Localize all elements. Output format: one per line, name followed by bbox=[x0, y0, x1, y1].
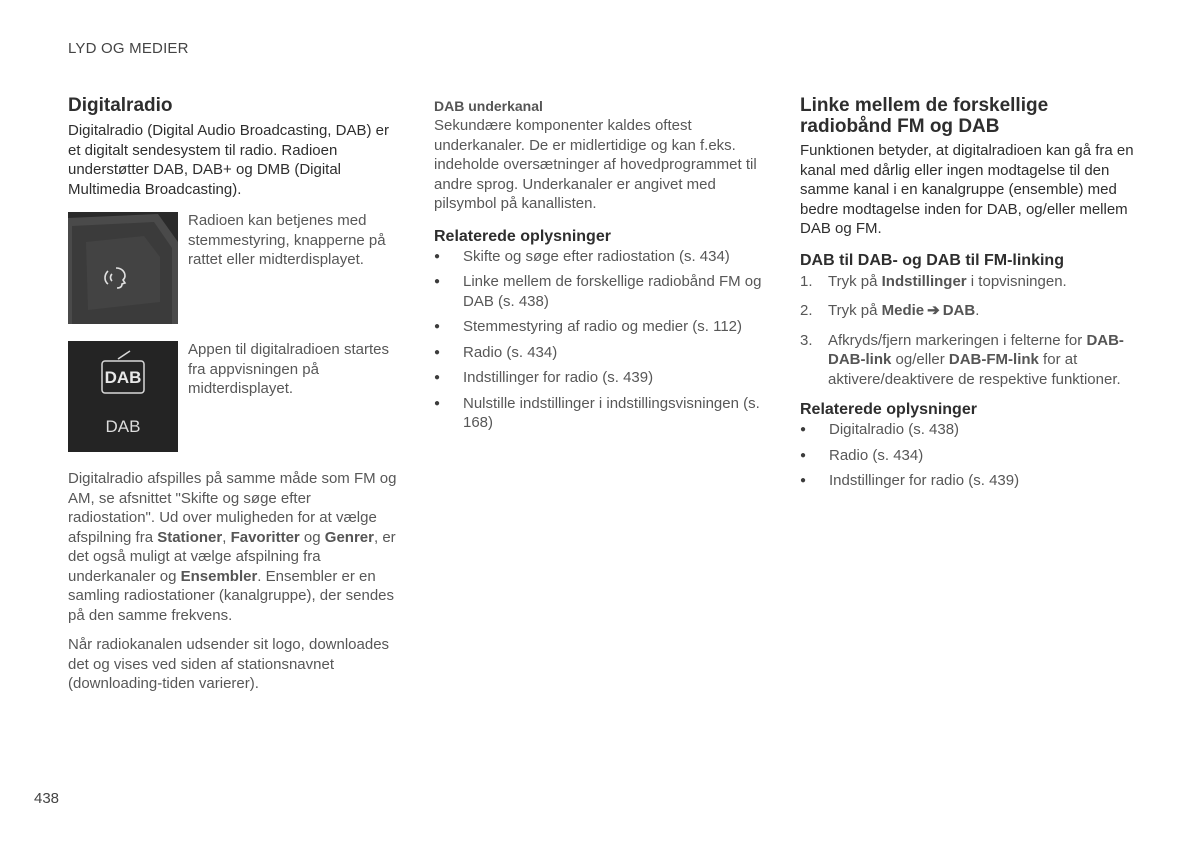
keyword-stationer: Stationer bbox=[157, 528, 223, 546]
keyword-dab: DAB bbox=[942, 302, 976, 319]
column-1-lower bbox=[68, 469, 400, 694]
keyword-indstillinger: Indstillinger bbox=[881, 272, 967, 290]
keyword-genrer: Genrer bbox=[324, 528, 374, 546]
related-link[interactable]: ● Nulstille indstillinger i indstillingsvisningen (s. 168) bbox=[434, 394, 768, 433]
step-2-text-end: . bbox=[975, 302, 980, 319]
keyword-dab-fm-link: DAB-FM-link bbox=[948, 351, 1039, 368]
step-3-text-end: for at aktivere/deaktivere de respektive funktioner. bbox=[828, 351, 1121, 388]
logo-paragraph: Når radiokanalen udsender sit logo, downloades det og vises ved siden af stationsnavnet (downloading-tiden varierer). bbox=[68, 636, 390, 692]
dab-app-tile[interactable] bbox=[68, 341, 178, 452]
playback-text-3: og bbox=[299, 528, 325, 546]
column-1 bbox=[68, 95, 400, 199]
step-number: 1. bbox=[800, 272, 813, 290]
step-2-text: Tryk på bbox=[828, 302, 882, 319]
linking-subtitle: DAB til DAB- og DAB til FM-linking bbox=[800, 251, 1064, 269]
page-title: Digitalradio bbox=[68, 95, 173, 116]
related-link[interactable]: ● Indstillinger for radio (s. 439) bbox=[800, 471, 1134, 491]
arrow-right-icon: ➔ bbox=[927, 302, 940, 319]
step-3-text: Afkryds/fjern markeringen i felterne for bbox=[828, 331, 1087, 349]
related-link[interactable]: ● Indstillinger for radio (s. 439) bbox=[434, 368, 768, 388]
related-link[interactable]: ● Radio (s. 434) bbox=[434, 343, 768, 363]
keyword-ensembler: Ensembler bbox=[180, 567, 258, 585]
keyword-dab-dab-link: DAB-DAB-link bbox=[828, 331, 1124, 368]
step-1 bbox=[800, 272, 1134, 292]
step-3-text-mid: og/eller bbox=[891, 351, 949, 368]
steering-wheel-image bbox=[68, 212, 178, 324]
related-info-title-2: Relaterede oplysninger bbox=[800, 401, 977, 418]
steps-list bbox=[800, 272, 1134, 390]
playback-text-1: Digitalradio afspilles på samme måde som FM og AM, se afsnittet "Skifte og søge efter radiostation". Ud over muligheden for at vælge afspilning fra bbox=[68, 470, 397, 546]
related-list-2 bbox=[800, 420, 1134, 491]
linking-title: Linke mellem de forskellige radiobånd FM og DAB bbox=[800, 95, 1049, 137]
step-2 bbox=[800, 301, 1134, 321]
column-3 bbox=[800, 95, 1134, 497]
keyword-medie: Medie bbox=[881, 302, 925, 319]
page-number: 438 bbox=[34, 790, 60, 807]
related-info-title: Relaterede oplysninger bbox=[434, 227, 611, 245]
step-3 bbox=[800, 331, 1134, 390]
intro-paragraph: Digitalradio (Digital Audio Broadcasting, DAB) er et digitalt sendesystem til radio. Radioen understøtter DAB, DAB+ og DMB (Digital Multimedia Broadcasting). bbox=[68, 122, 389, 198]
playback-paragraph bbox=[68, 469, 400, 625]
dab-subchannel-title: DAB underkanal bbox=[434, 98, 543, 114]
related-list bbox=[434, 247, 768, 433]
related-link[interactable]: ● Linke mellem de forskellige radiobånd FM og DAB (s. 438) bbox=[434, 272, 768, 311]
dab-subchannel-text: Sekundære komponenter kaldes oftest underkanaler. De er midlertidige og kan f.eks. indeholde oversætninger af hovedprogrammet til andre sprog. Underkanaler er angivet med pilsymbol på kanallisten. bbox=[434, 117, 757, 212]
section-header: LYD OG MEDIER bbox=[68, 40, 189, 57]
playback-text-2: , bbox=[222, 528, 231, 546]
dab-icon-text: DAB bbox=[104, 368, 142, 387]
step-number: 2. bbox=[800, 302, 813, 319]
related-link[interactable]: ● Digitalradio (s. 438) bbox=[800, 420, 1134, 440]
related-link[interactable]: ● Stemmestyring af radio og medier (s. 112) bbox=[434, 317, 768, 337]
related-link[interactable]: ● Skifte og søge efter radiostation (s. 434) bbox=[434, 247, 768, 267]
step-1-text: Tryk på bbox=[828, 272, 882, 290]
playback-text-5: . Ensembler er en samling radiostationer (kanalgruppe), der sendes på den samme frekvens. bbox=[68, 567, 395, 624]
voice-control-text: Radioen kan betjenes med stemmestyring, knapperne på rattet eller midterdisplayet. bbox=[188, 212, 386, 268]
linking-intro: Funktionen betyder, at digitalradioen kan gå fra en kanal med dårlig eller ingen modtagelse til den samme kanal i en kanalgruppe (ensemble) med bedre modtagelse inden for DAB, og/eller mellem DAB og FM. bbox=[800, 142, 1134, 237]
dab-app-label: DAB bbox=[105, 417, 141, 436]
related-link[interactable]: ● Radio (s. 434) bbox=[800, 446, 1134, 466]
step-1-text-end: i topvisningen. bbox=[966, 272, 1067, 290]
keyword-favoritter: Favoritter bbox=[230, 528, 300, 546]
steering-wheel-illustration bbox=[68, 212, 178, 324]
step-number: 3. bbox=[800, 331, 813, 349]
column-2 bbox=[434, 97, 768, 439]
app-start-text: Appen til digitalradioen startes fra appvisningen på midterdisplayet. bbox=[188, 341, 389, 397]
playback-text-4: , er det også muligt at vælge afspilning fra underkanaler og bbox=[68, 528, 396, 585]
